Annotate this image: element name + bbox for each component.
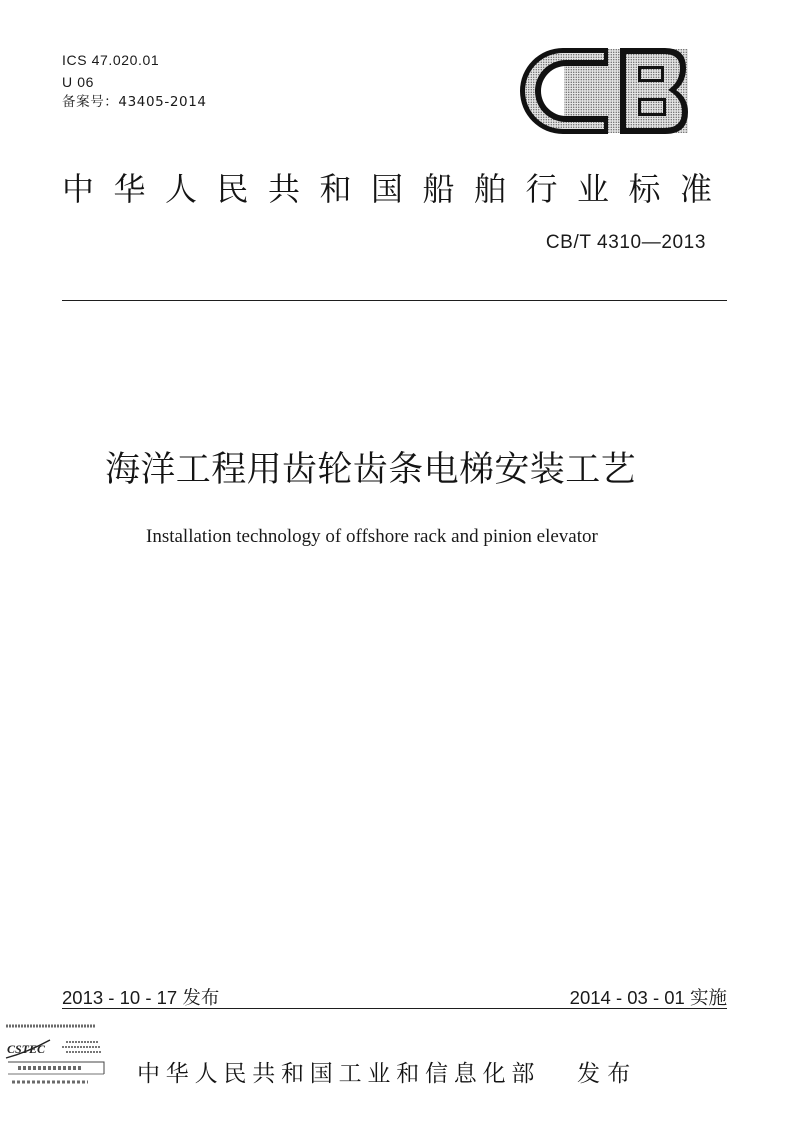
publisher-name: 中华人民共和国工业和信息化部 <box>137 1061 541 1087</box>
title-zh: 海洋工程用齿轮齿条电梯安装工艺 <box>105 450 637 490</box>
implementation-date: 2014 - 03 - 01 实施 <box>569 987 727 1008</box>
issue-date: 2013 - 10 - 17 发布 <box>62 987 220 1008</box>
standard-category-title: 中华人民共和国船舶行业标准 <box>62 170 732 208</box>
stamp-logo-text: CSTEC <box>7 1042 46 1056</box>
title-en: Installation technology of offshore rack and pinion elevator <box>146 526 598 547</box>
header-rule <box>62 300 727 301</box>
ics-code: ICS 47.020.01 <box>62 52 160 68</box>
publish-label: 发 布 <box>577 1061 631 1087</box>
anti-counterfeit-stamp-icon <box>4 1020 110 1100</box>
footer-rule <box>62 1008 727 1009</box>
record-number: 备案号：43405-2014 <box>62 94 207 110</box>
standard-number: CB/T 4310—2013 <box>545 232 706 253</box>
classification-code: U 06 <box>62 74 94 90</box>
cb-logo <box>520 46 690 136</box>
